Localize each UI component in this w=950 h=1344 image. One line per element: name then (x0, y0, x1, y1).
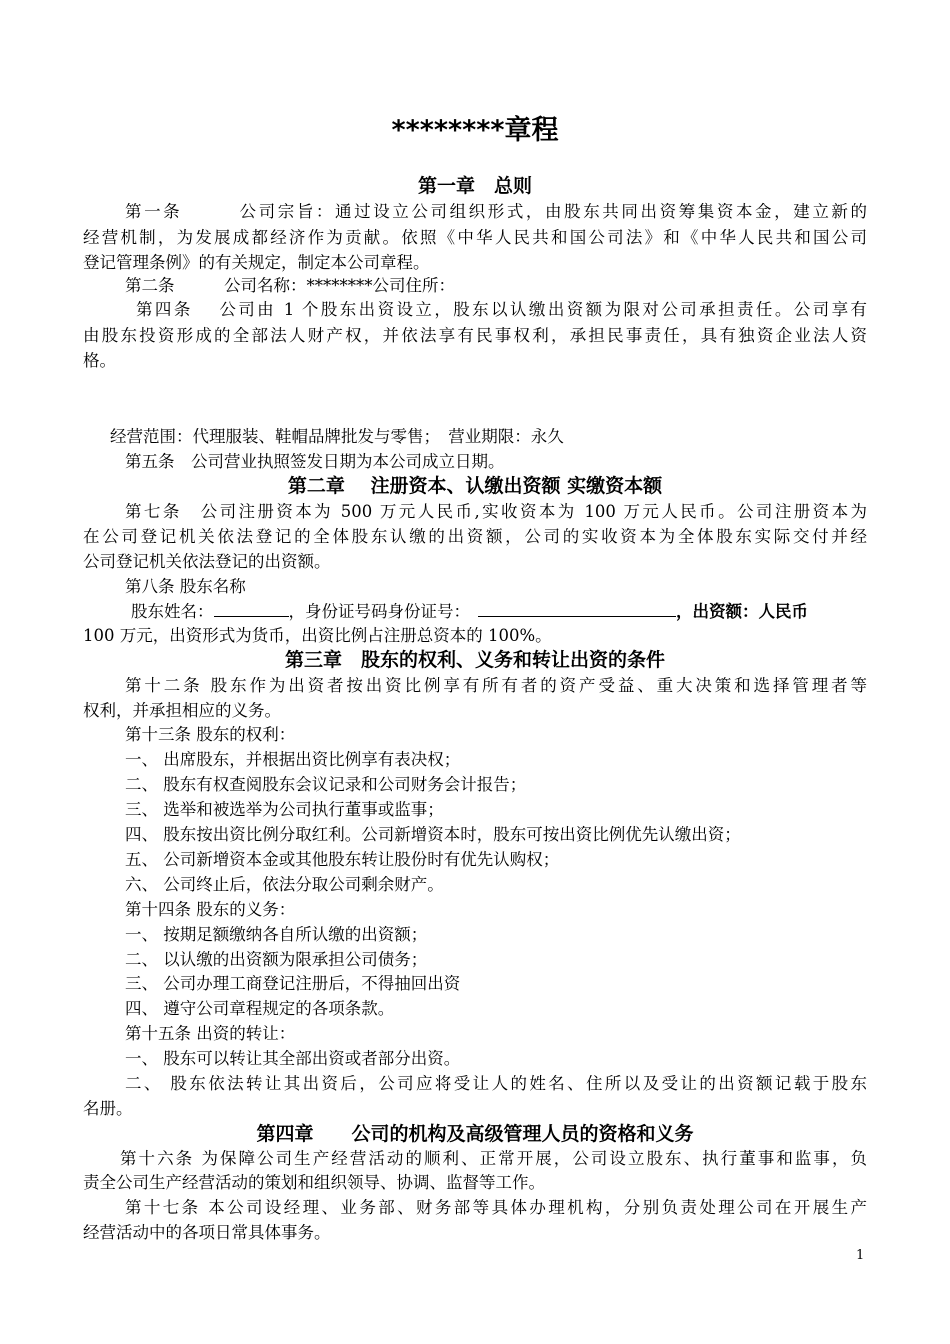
article-14: 第十四条 股东的义务： (125, 900, 296, 919)
right-item-5: 五、 公司新增资本金或其他股东转让股份时有优先认购权； (125, 850, 560, 869)
duty-item-4: 四、 遵守公司章程规定的各项条款。 (125, 999, 395, 1018)
shareholder-name-blank (214, 600, 289, 617)
article-12-line-2: 权利，并承担相应的义务。 (83, 701, 281, 720)
article-1-line-3: 登记管理条例》的有关规定，制定本公司章程。 (83, 253, 430, 272)
article-15: 第十五条 出资的转让： (125, 1024, 296, 1043)
right-item-1: 一、 出席股东，并根据出资比例享有表决权； (125, 750, 461, 769)
business-scope: 经营范围：代理服装、鞋帽品牌批发与零售； 营业期限：永久 (110, 427, 564, 446)
right-item-3: 三、 选举和被选举为公司执行董事或监事； (125, 800, 444, 819)
article-1-line-1: 第一条 公司宗旨：通过设立公司组织形式，由股东共同出资筹集资本金，建立新的 (125, 202, 867, 221)
article-12-line-1: 第十二条 股东作为出资者按出资比例享有所有者的资产受益、重大决策和选择管理者等 (125, 676, 867, 695)
chapter-1-heading: 第一章 总则 (417, 175, 532, 197)
article-5: 第五条 公司营业执照签发日期为本公司成立日期。 (125, 452, 505, 471)
article-16-line-2: 责全公司生产经营活动的策划和组织领导、协调、监督等工作。 (83, 1173, 545, 1192)
article-4-line-3: 格。 (83, 351, 116, 370)
page-number: 1 (856, 1248, 865, 1263)
shareholder-amount-label: ，出资额：人民币 (676, 602, 808, 621)
shareholder-info-line (131, 600, 867, 623)
duty-item-1: 一、 按期足额缴纳各自所认缴的出资额； (125, 925, 428, 944)
document-title: ********章程 (391, 115, 559, 146)
chapter-4-heading: 第四章 公司的机构及高级管理人员的资格和义务 (256, 1123, 694, 1145)
article-13: 第十三条 股东的权利： (125, 725, 296, 744)
duty-item-2: 二、 以认缴的出资额为限承担公司债务； (125, 950, 428, 969)
article-7-line-3: 公司登记机关依法登记的出资额。 (83, 552, 331, 571)
transfer-item-1: 一、 股东可以转让其全部出资或者部分出资。 (125, 1049, 461, 1068)
article-8: 第八条 股东名称 (125, 577, 246, 596)
transfer-item-2-line-1: 二、 股东依法转让其出资后，公司应将受让人的姓名、住所以及受让的出资额记载于股东 (125, 1074, 867, 1093)
chapter-2-heading: 第二章 注册资本、认缴出资额 实缴资本额 (287, 475, 663, 497)
article-17-line-2: 经营活动中的各项日常具体事务。 (83, 1223, 331, 1242)
article-17-line-1: 第十七条 本公司设经理、业务部、财务部等具体办理机构，分别负责处理公司在开展生产 (125, 1198, 867, 1217)
article-7-line-1: 第七条 公司注册资本为 500 万元人民币,实收资本为 100 万元人民币。公司注册资本为 (125, 502, 867, 521)
shareholder-name-label: 股东姓名： (131, 602, 214, 621)
article-8-line-2: 100 万元，出资形式为货币，出资比例占注册总资本的 100%。 (83, 626, 552, 645)
article-7-line-2: 在公司登记机关依法登记的全体股东认缴的出资额，公司的实收资本为全体股东实际交付并经 (83, 527, 867, 546)
article-16-line-1: 第十六条 为保障公司生产经营活动的顺利、正常开展，公司设立股东、执行董事和监事，负 (120, 1149, 867, 1168)
right-item-6: 六、 公司终止后，依法分取公司剩余财产。 (125, 875, 444, 894)
article-4-line-2: 由股东投资形成的全部法人财产权，并依法享有民事权利，承担民事责任，具有独资企业法人资 (83, 326, 867, 345)
article-4-line-1: 第四条 公司由 1 个股东出资设立，股东以认缴出资额为限对公司承担责任。公司享有 (136, 300, 867, 319)
right-item-2: 二、 股东有权查阅股东会议记录和公司财务会计报告； (125, 775, 527, 794)
transfer-item-2-line-2: 名册。 (83, 1099, 133, 1118)
duty-item-3: 三、 公司办理工商登记注册后，不得抽回出资 (125, 974, 461, 993)
chapter-3-heading: 第三章 股东的权利、义务和转让出资的条件 (284, 649, 665, 671)
article-1-line-2: 经营机制，为发展成都经济作为贡献。依照《中华人民共和国公司法》和《中华人民共和国公司 (83, 228, 867, 247)
shareholder-id-blank (478, 600, 676, 617)
right-item-4: 四、 股东按出资比例分取红利。公司新增资本时，股东可按出资比例优先认缴出资； (125, 825, 741, 844)
shareholder-id-label: ，身份证号码身份证号： (288, 602, 470, 621)
article-2: 第二条 公司名称：********公司住所： (125, 276, 455, 295)
